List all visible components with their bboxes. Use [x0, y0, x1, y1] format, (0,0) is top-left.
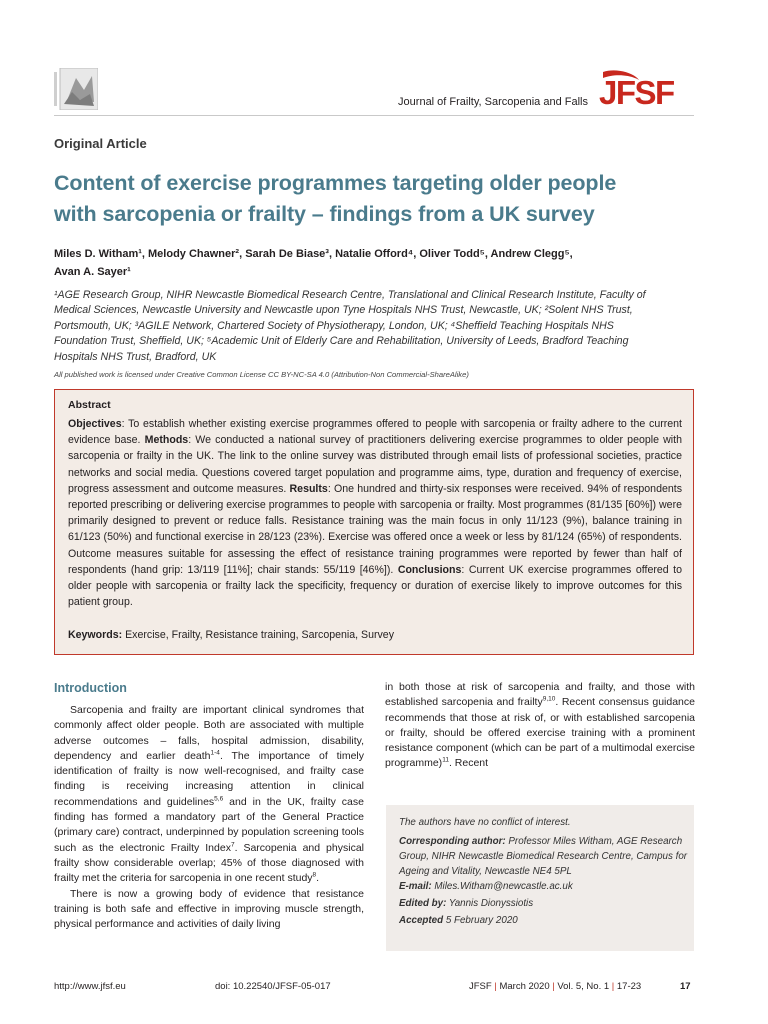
footer-doi[interactable]: doi: 10.22540/JFSF-05-017	[215, 981, 331, 992]
jfsf-logo	[593, 70, 695, 113]
license-note: All published work is licensed under Creative Common License CC BY-NC-SA 4.0 (Attribution-Non Commercial-ShareAlike)	[54, 370, 469, 379]
text-run: . Recent consensus guidance recommends that those at risk of, or with established sarcopenia or frailty, should be offered exercise training with a prominent resistance component (which can be part of a multimodal exercise programme)	[385, 696, 695, 770]
text-run: . The importance of timely identification of frailty is now well-recognised, and frailty case finding is receiving increasing attention in clinical recommendations and guidelines	[54, 749, 364, 808]
methods-label: Methods	[144, 434, 189, 447]
keywords	[68, 629, 394, 641]
text-run: . Recent	[448, 757, 489, 770]
introduction-heading: Introduction	[54, 681, 127, 695]
abstract-body	[68, 416, 682, 610]
affiliation-line: Medical Sciences, Newcastle University and Newcastle upon Tyne Hospitals NHS Trust, Newcastle, UK; ²Solent NHS Trust,	[54, 304, 633, 317]
footer-date: March 2020	[499, 981, 550, 992]
authors-line-2: Avan A. Sayer¹	[54, 266, 131, 278]
footer-journal: JFSF	[469, 981, 492, 992]
affiliation-line: Portsmouth, UK; ³AGILE Network, Chartered Society of Physiotherapy, London, UK; ⁴Sheffield Teaching Hospitals NHS	[54, 319, 614, 332]
conclusions-text: : Current UK exercise programmes offered to older people with sarcopenia or frailty lack the specificity, frequency or duration of exercise likely to improve outcomes for this patient group.	[68, 563, 682, 609]
page-number: 17	[680, 981, 691, 992]
text-run: and in the UK, frailty case finding has formed a mandatory part of the General Practice (primary care) contract, underpinned by population screening tools such as the electronic Frailty Index	[54, 795, 364, 854]
keywords-text: Exercise, Frailty, Resistance training, Sarcopenia, Survey	[122, 629, 394, 641]
publisher-logo	[54, 68, 98, 110]
edited-by	[399, 896, 689, 911]
header-divider	[54, 115, 694, 116]
corresponding-label: Corresponding author:	[399, 836, 506, 847]
accepted-label: Accepted	[399, 915, 444, 926]
text-run: Sarcopenia and frailty are important clinical syndromes that commonly affect older people. Both are associated with multiple adverse outcomes – falls, hospital admission, disability, dependency and earlier death	[54, 704, 364, 762]
citation[interactable]: 7	[230, 841, 235, 849]
paragraph: There is now a growing body of evidence that resistance training is both safe and effective in improving muscle strength, physical performance and activities of daily living	[54, 887, 364, 931]
footer-pages: 17-23	[616, 981, 642, 992]
text-run: . Sarcopenia and physical frailty show considerable overlap; 45% of those diagnosed with frailty met the criteria for sarcopenia in one recent study	[54, 841, 364, 885]
email	[399, 879, 689, 894]
footer-volume: Vol. 5, No. 1	[557, 981, 610, 992]
article-type: Original Article	[54, 136, 147, 151]
separator: |	[552, 981, 555, 992]
separator: |	[494, 981, 497, 992]
citation[interactable]: 5,6	[214, 795, 224, 803]
separator: |	[611, 981, 615, 992]
keywords-label: Keywords:	[68, 629, 123, 641]
citation[interactable]: 8	[312, 871, 317, 879]
text-run: .	[316, 872, 320, 885]
affiliation-line: ¹AGE Research Group, NIHR Newcastle Biomedical Research Centre, Translational and Clinical Research Institute, Faculty of	[54, 289, 646, 301]
edited-label: Edited by:	[399, 898, 447, 909]
title-line-2: with sarcopenia or frailty – findings from a UK survey	[54, 202, 595, 226]
affiliation-line: Foundation Trust, Sheffield, UK; ⁵Academic Unit of Elderly Care and Rehabilitation, University of Leeds, Bradford Teaching	[54, 335, 629, 348]
conclusions-label: Conclusions	[397, 563, 462, 576]
citation[interactable]: 1-4	[210, 749, 220, 757]
article-title	[54, 168, 714, 230]
methods-text: : We conducted a national survey of practitioners delivering exercise programmes to older people with sarcopenia or frailty in the UK. The link to the online survey was distributed through email lists of professional societies, practice networks and social media. Questions covered target population and programme aims, type, duration and frequency of exercise, progress assessment and outcome measures.	[68, 434, 682, 495]
accepted-text: 5 February 2020	[443, 915, 518, 926]
results-text: : One hundred and thirty-six responses were received. 94% of respondents reported prescribing or delivering exercise programmes to people with sarcopenia or frailty. Most programmes (81/135 [60%]) were primarily designed to prevent or reduce falls. Resistance training was the main focus in only 11/123 (9%), balance training in 61/123 (50%) and functional exercise in 28/123 (23%). Exercise was offered once a week or less by 81/124 (65%) of respondents. Outcome measures suitable for assessing the effect of resistance training programmes were reported by fewer than half of respondents (hand grip: 13/119 [11%]; chair stands: 55/119 [46%]).	[68, 482, 682, 576]
objectives-text: : To establish whether existing exercise programmes offered to people with sarcopenia or frailty adhere to the current evidence base.	[68, 418, 682, 447]
corresponding-text: Professor Miles Witham, AGE Research Group, NIHR Newcastle Biomedical Research Centre, Campus for Ageing and Vitality, Newcastle NE4 5PL	[399, 836, 688, 877]
footer-citation	[469, 981, 641, 992]
journal-name: Journal of Frailty, Sarcopenia and Falls	[398, 96, 588, 108]
affiliation-line: Hospitals NHS Trust, Bradford, UK	[54, 350, 217, 363]
conflict-statement: The authors have no conflict of interest.	[399, 817, 571, 828]
editor-name: Yannis Dionyssiotis	[446, 898, 534, 909]
author-list	[54, 245, 699, 281]
footer-url[interactable]: http://www.jfsf.eu	[54, 981, 126, 992]
citation[interactable]: 11	[442, 756, 449, 764]
introduction-body	[54, 703, 364, 932]
corresponding-author	[399, 834, 689, 879]
title-line-1: Content of exercise programmes targeting older people	[54, 171, 617, 195]
introduction-column-2	[385, 680, 695, 772]
paragraph	[54, 703, 364, 887]
abstract-heading: Abstract	[68, 399, 111, 411]
text-run: in both those at risk of sarcopenia and frailty, and those with established sarcopenia and frailty	[385, 681, 695, 709]
email-link[interactable]: Miles.Witham@newcastle.ac.uk	[431, 881, 573, 892]
authors-line-1: Miles D. Witham¹, Melody Chawner², Sarah De Biase³, Natalie Offord⁴, Oliver Todd⁵, Andrew Clegg⁵,	[54, 248, 573, 260]
affiliations	[54, 288, 699, 365]
jfsf-logo-text: JFSF	[599, 74, 674, 108]
objectives-label: Objectives	[68, 418, 122, 430]
citation[interactable]: 9,10	[542, 695, 556, 703]
email-label: E-mail:	[399, 881, 432, 892]
results-label: Results	[289, 482, 328, 495]
accepted-date	[399, 913, 689, 928]
